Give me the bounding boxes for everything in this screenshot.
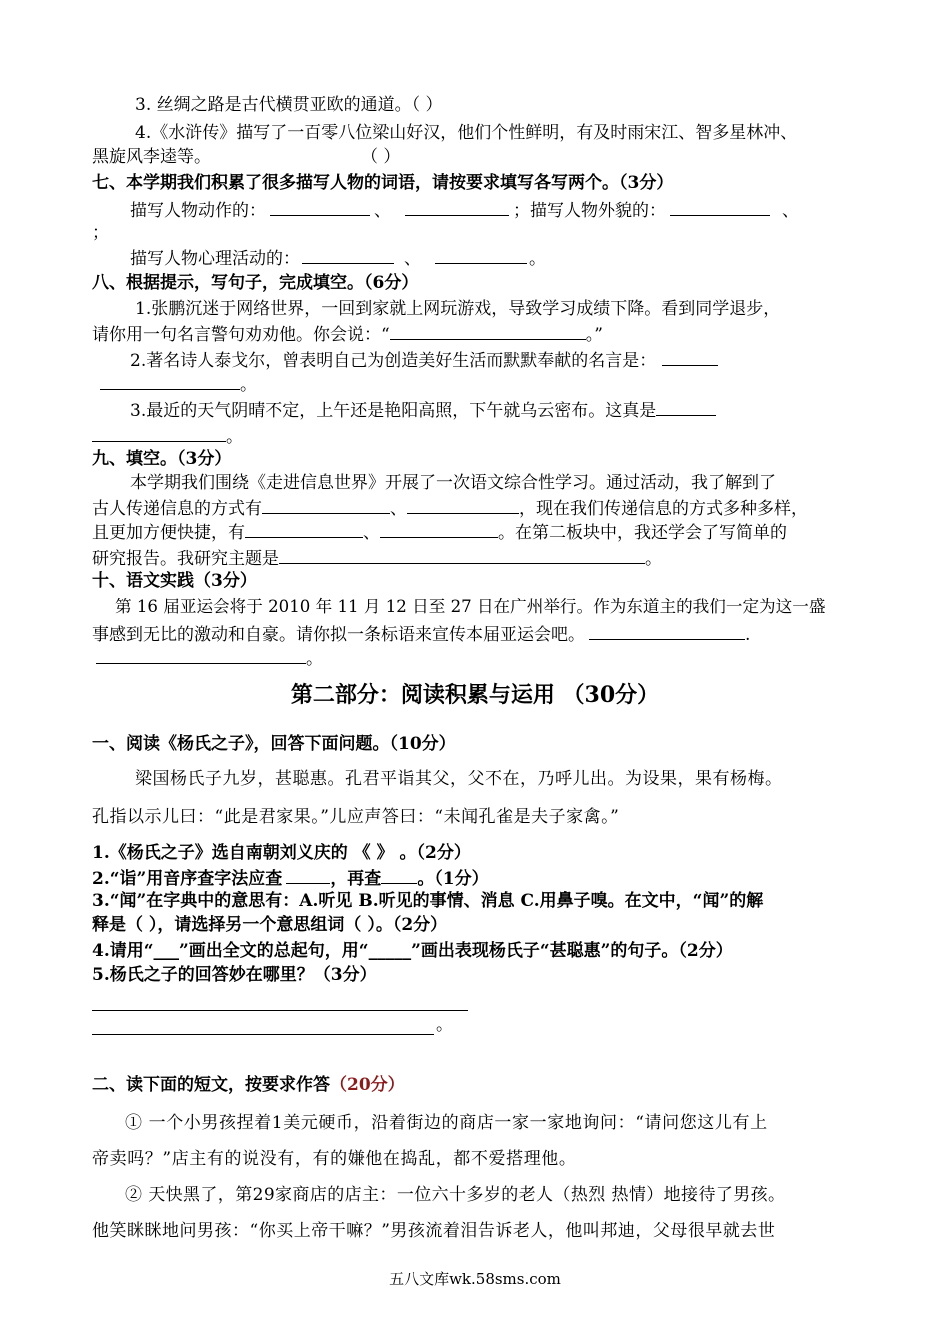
reading-2-para-2-line-2: 他笑眯眯地问男孩：“你买上帝干嘛？”男孩流着泪告诉老人，他叫邦迪，父母很早就去世 bbox=[92, 1221, 776, 1241]
sep: 、 bbox=[390, 499, 407, 519]
s10-line-3 bbox=[96, 646, 323, 670]
answer-line-2[interactable] bbox=[92, 1034, 434, 1035]
r1-question-1: 1.《杨氏之子》选自南朝刘义庆的 《 》 。（2分） bbox=[92, 843, 471, 863]
s10-line-1: 第 16 届亚运会将于 2010 年 11 月 12 日至 27 日在广州举行。作为东道主的我们一定为这一盛 bbox=[115, 597, 826, 616]
s10-dot: . bbox=[745, 625, 751, 645]
blank-radical[interactable] bbox=[381, 866, 417, 884]
s7-continuation: ； bbox=[92, 223, 109, 243]
s10-prompt: 事感到无比的激动和自豪。请你拟一条标语来宣传本届亚运会吧。 bbox=[92, 625, 585, 645]
sep: 、 bbox=[363, 523, 380, 543]
r1-question-3-line-1: 3.“闻”在字典中的意思有：A.听见 B.听见的事情、消息 C.用鼻子嗅。在文中，“闻”的解 bbox=[92, 891, 764, 911]
s9-line-1: 本学期我们围绕《走进信息世界》开展了一次语文综合性学习。通过活动，我了解到了 bbox=[130, 473, 776, 493]
s8-2-line-1 bbox=[130, 348, 718, 372]
sep: 、 bbox=[782, 201, 799, 221]
s8-3-prompt: 3.最近的天气阴晴不定，上午还是艳阳高照，下午就乌云密布。这真是 bbox=[130, 401, 657, 421]
q4-paren: （ ） bbox=[361, 147, 401, 167]
part2-title: 第二部分：阅读积累与运用 （30分） bbox=[290, 682, 660, 708]
blank-weather-1[interactable] bbox=[656, 398, 716, 416]
s7-label-look: ；描写人物外貌的： bbox=[513, 201, 666, 221]
section-9-heading: 九、填空。（3分） bbox=[92, 449, 232, 469]
s7-label-action: 描写人物动作的： bbox=[130, 201, 266, 221]
s8-2-end: 。 bbox=[240, 375, 257, 395]
blank-look-1[interactable] bbox=[670, 198, 770, 216]
q4-line-1: 4.《水浒传》描写了一百零八位梁山好汉，他们个性鲜明，有及时雨宋江、智多星林冲、 bbox=[135, 123, 798, 143]
blank-action-2[interactable] bbox=[405, 198, 509, 216]
reading-2-para-1-line-1: ① 一个小男孩捏着1美元硬币，沿着街边的商店一家一家地询问：“请问您这儿有上 bbox=[125, 1113, 768, 1133]
end: 。 bbox=[529, 249, 546, 269]
blank-mind-1[interactable] bbox=[302, 246, 394, 264]
reading-1-passage-1: 梁国杨氏子九岁，甚聪惠。孔君平诣其父，父不在，乃呼儿出。为设果，果有杨梅。 bbox=[135, 769, 783, 789]
blank-ancient-2[interactable] bbox=[407, 496, 519, 514]
s8-1-prompt: 请你用一句名言警句劝劝他。你会说：“ bbox=[92, 325, 390, 345]
s9-prompt-modern: ，现在我们传递信息的方式多种多样， bbox=[519, 499, 808, 519]
s8-2-prompt: 2.著名诗人泰戈尔，曾表明自己为创造美好生活而默默奉献的名言是： bbox=[130, 351, 657, 371]
reading-2-para-1-line-2: 帝卖吗？”店主有的说没有，有的嫌他在捣乱，都不爱搭理他。 bbox=[92, 1149, 577, 1169]
footer-watermark: 五八文库wk.58sms.com bbox=[389, 1270, 561, 1288]
s8-3-end: 。 bbox=[226, 427, 243, 447]
s10-end: 。 bbox=[306, 649, 323, 669]
reading-2-title: 二、读下面的短文，按要求作答 bbox=[92, 1075, 330, 1095]
s7-line-1 bbox=[130, 198, 799, 222]
q4-line-2 bbox=[92, 146, 400, 168]
s9-end: 。 bbox=[645, 549, 662, 569]
blank-letter[interactable] bbox=[286, 866, 330, 884]
blank-tagore-1[interactable] bbox=[662, 348, 718, 366]
reading-2-heading bbox=[92, 1074, 405, 1096]
s8-1-end: 。” bbox=[585, 325, 603, 345]
sep: 、 bbox=[404, 249, 421, 269]
r1-q2-c: 。（1分） bbox=[417, 869, 489, 889]
s7-line-2 bbox=[130, 246, 546, 270]
answer-end: 。 bbox=[436, 1015, 453, 1035]
blank-modern-1[interactable] bbox=[245, 520, 363, 538]
blank-ancient-1[interactable] bbox=[262, 496, 390, 514]
section-10-heading: 十、语文实践（3分） bbox=[92, 571, 257, 591]
answer-line-1[interactable] bbox=[92, 1010, 468, 1011]
s9-prompt-report: 。在第二板块中，我还学会了写简单的 bbox=[498, 523, 787, 543]
s9-prompt-ancient: 古人传递信息的方式有 bbox=[92, 499, 262, 519]
s8-2-line-2 bbox=[100, 372, 257, 396]
s9-line-4 bbox=[92, 546, 662, 570]
r1-q2-a: 2.“诣”用音序查字法应查 bbox=[92, 869, 283, 889]
blank-mind-2[interactable] bbox=[435, 246, 527, 264]
reading-1-heading: 一、阅读《杨氏之子》，回答下面问题。（10分） bbox=[92, 734, 456, 754]
r1-q2-b: ，再查 bbox=[330, 869, 382, 889]
s8-3-line-2 bbox=[92, 424, 243, 448]
s10-line-2 bbox=[92, 622, 750, 646]
section-7-heading: 七、本学期我们积累了很多描写人物的词语，请按要求填写各写两个。（3分） bbox=[92, 173, 674, 193]
blank-quote[interactable] bbox=[390, 322, 586, 340]
q4-text: 黑旋风李逵等。 bbox=[92, 147, 211, 167]
blank-action-1[interactable] bbox=[270, 198, 370, 216]
sep: 、 bbox=[374, 201, 391, 221]
r1-question-2 bbox=[92, 866, 489, 890]
section-8-heading: 八、根据提示，写句子，完成填空。（6分） bbox=[92, 273, 419, 293]
r1-question-5: 5.杨氏之子的回答妙在哪里？（3分） bbox=[92, 965, 377, 985]
reading-2-score: （20分） bbox=[330, 1075, 405, 1095]
s9-line-2 bbox=[92, 496, 808, 520]
s8-3-line-1 bbox=[130, 398, 716, 422]
reading-1-passage-2: 孔指以示儿曰：“此是君家果。”儿应声答曰：“未闻孔雀是夫子家禽。” bbox=[92, 807, 620, 827]
blank-modern-2[interactable] bbox=[380, 520, 498, 538]
blank-topic[interactable] bbox=[279, 546, 645, 564]
q3-line: 3. 丝绸之路是古代横贯亚欧的通道。（ ） bbox=[135, 95, 443, 115]
s8-1-line-2 bbox=[92, 322, 603, 346]
r1-question-3-line-2: 释是（ ），请选择另一个意思组词（ ）。（2分） bbox=[92, 915, 448, 935]
s9-prompt-have: 且更加方便快捷，有 bbox=[92, 523, 245, 543]
s9-prompt-topic: 研究报告。我研究主题是 bbox=[92, 549, 279, 569]
s8-1-line-1: 1.张鹏沉迷于网络世界，一回到家就上网玩游戏，导致学习成绩下降。看到同学退步， bbox=[135, 299, 781, 319]
r1-question-4: 4.请用“___”画出全文的总起句，用“_____”画出表现杨氏子“甚聪惠”的句子。（2分） bbox=[92, 941, 733, 961]
blank-slogan-1[interactable] bbox=[589, 622, 745, 640]
blank-weather-2[interactable] bbox=[92, 424, 226, 442]
s7-label-mind: 描写人物心理活动的： bbox=[130, 249, 300, 269]
s9-line-3 bbox=[92, 520, 787, 544]
reading-2-para-2-line-1: ② 天快黑了，第29家商店的店主：一位六十多岁的老人（热烈 热情）地接待了男孩。 bbox=[125, 1185, 786, 1205]
blank-tagore-2[interactable] bbox=[100, 372, 240, 390]
blank-slogan-2[interactable] bbox=[96, 646, 306, 664]
